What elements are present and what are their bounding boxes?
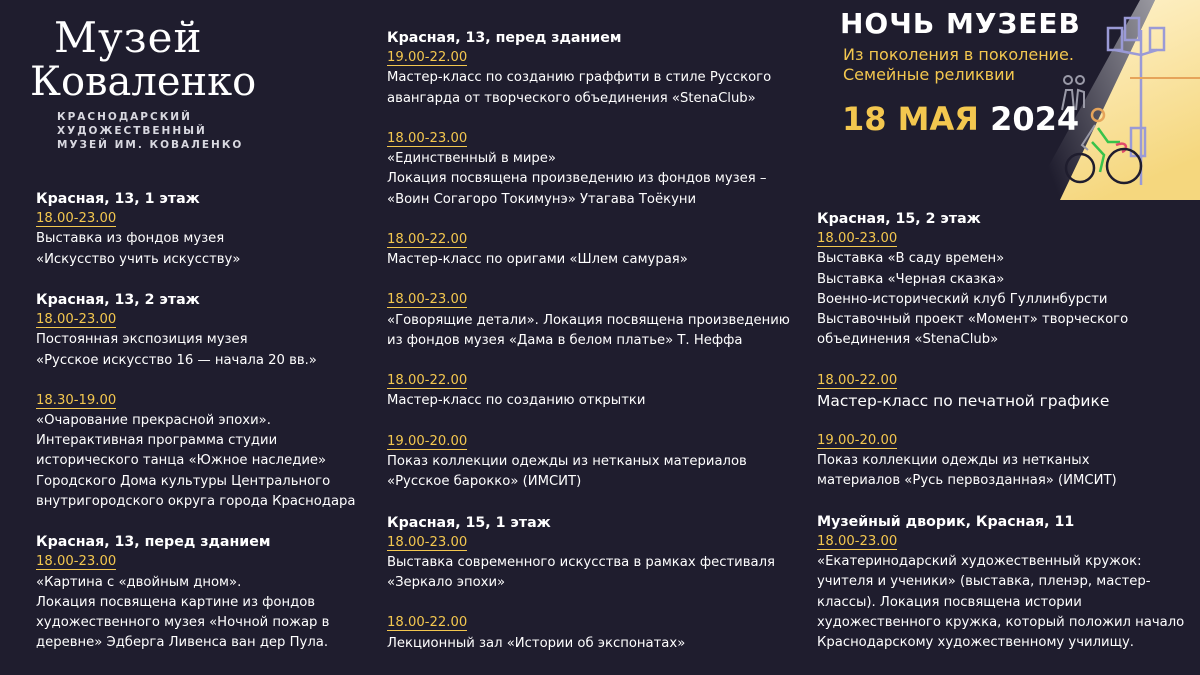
time-range-text: 19.00-20.00: [387, 433, 468, 449]
schedule-item: [36, 189, 356, 270]
description-line: «Говорящие детали». Локация посвящена произведению: [387, 312, 790, 328]
schedule-column-3: [817, 209, 1184, 653]
schedule-item: [817, 512, 1184, 653]
event-year: 2024: [990, 100, 1080, 138]
time-range-text: 18.00-23.00: [387, 130, 468, 146]
description-line: исторического танца «Южное наследие»: [36, 453, 327, 469]
time-range-text: 18.00-23.00: [387, 292, 468, 308]
spacer: [387, 593, 790, 613]
schedule-item: [36, 532, 356, 653]
time-range-text: 18.00-23.00: [36, 211, 117, 227]
spacer: [817, 492, 1184, 512]
description-line: Лекционный зал «Истории об экспонатах»: [387, 635, 686, 651]
description-line: «Искусство учить искусству»: [36, 251, 241, 267]
time-range: [387, 230, 790, 250]
description-line: Интерактивная программа студии: [36, 433, 278, 449]
schedule-column-2: [387, 28, 790, 654]
schedule-item: [387, 432, 790, 493]
logo-line-2: Коваленко: [30, 59, 257, 105]
description-line: Постоянная экспозиция музея: [36, 332, 248, 348]
time-range: [817, 431, 1184, 451]
description-line: Мастер-класс по оригами «Шлем самурая»: [387, 252, 688, 268]
description-line: деревне» Эдберга Ливенса ван дер Пула.: [36, 635, 329, 651]
event-subtitle-line: Семейные реликвии: [843, 65, 1015, 84]
time-range-text: 18.00-23.00: [817, 231, 898, 247]
time-range: [36, 552, 356, 572]
location-heading: Красная, 13, перед зданием: [36, 534, 271, 551]
time-range-text: 18.00-23.00: [36, 312, 117, 328]
description-line: учителя и ученики» (выставка, пленэр, мастер-: [817, 574, 1151, 590]
location-heading: Красная, 13, 1 этаж: [36, 191, 200, 207]
description-line: «Воин Согагоро Токимунэ» Утагава Тоёкуни: [387, 191, 697, 207]
description-line: Выставка современного искусства в рамках фестиваля: [387, 554, 775, 570]
time-range-text: 18.00-23.00: [387, 534, 468, 550]
schedule-column-1: [36, 189, 356, 653]
logo-subtitle: [57, 110, 243, 152]
schedule-item: [817, 371, 1184, 411]
time-range: [387, 432, 790, 452]
schedule-item: [817, 431, 1184, 492]
time-range-text: 18.00-22.00: [387, 231, 468, 247]
time-range: [387, 290, 790, 310]
schedule-item: [387, 230, 790, 270]
event-subtitle-line: Из поколения в поколение.: [843, 45, 1074, 64]
location-heading: Красная, 13, перед зданием: [387, 30, 622, 46]
spacer: [36, 512, 356, 532]
spacer: [387, 270, 790, 290]
spacer: [817, 411, 1184, 431]
location-heading: Красная, 15, 2 этаж: [817, 211, 981, 227]
time-range: [36, 209, 356, 229]
time-range-text: 18.00-22.00: [387, 615, 468, 631]
description-line: Мастер-класс по созданию открытки: [387, 393, 646, 409]
spacer: [387, 412, 790, 432]
time-range-text: 18.00-23.00: [36, 554, 117, 570]
time-range: [36, 310, 356, 330]
time-range: [817, 532, 1184, 552]
description-line: «Зеркало эпохи»: [387, 575, 506, 591]
logo-subtitle-line: МУЗЕЙ ИМ. КОВАЛЕНКО: [57, 139, 244, 151]
time-range: [387, 129, 790, 149]
schedule-item: [387, 129, 790, 210]
description-line: Краснодарскому художественному училищу.: [817, 634, 1135, 650]
time-range-text: 18.00-22.00: [817, 372, 898, 388]
location-heading: Музейный дворик, Красная, 11: [817, 513, 1075, 530]
schedule-item: [387, 28, 790, 109]
time-range-text: 18.00-22.00: [387, 373, 468, 389]
description-line: «Единственный в мире»: [387, 151, 556, 167]
time-range: [817, 371, 1184, 391]
schedule-item: [387, 371, 790, 411]
time-range-text: 19.00-22.00: [387, 50, 468, 66]
time-range-text: 19.00-20.00: [817, 433, 898, 449]
time-range-text: 18.00-23.00: [817, 534, 898, 549]
logo-subtitle-line: КРАСНОДАРСКИЙ: [57, 111, 192, 123]
description-line: художественного кружка, который положил начало: [817, 614, 1185, 630]
description-line: Локация посвящена картине из фондов: [36, 594, 316, 610]
schedule-item: [817, 209, 1184, 350]
spacer: [817, 350, 1184, 370]
description-line: «Очарование прекрасной эпохи».: [36, 413, 271, 429]
description-line: Показ коллекции одежды из нетканых: [817, 453, 1090, 469]
spacer: [36, 270, 356, 290]
description-line: Выставочный проект «Момент» творческого: [817, 311, 1129, 327]
time-range: [387, 371, 790, 391]
description-line: внутригородского округа города Краснодара: [36, 493, 356, 509]
event-subtitle: [843, 45, 1074, 85]
schedule-item: [387, 290, 790, 351]
description-line: Выставка «В саду времен»: [817, 251, 1005, 267]
description-line: Военно-исторический клуб Гуллинбурсти: [817, 291, 1108, 307]
time-range: [36, 391, 356, 411]
time-range: [387, 533, 790, 553]
spacer: [387, 351, 790, 371]
schedule-item: [36, 391, 356, 512]
description-line: художественного музея «Ночной пожар в: [36, 614, 330, 630]
schedule-item: [387, 513, 790, 594]
description-line: из фондов музея «Дама в белом платье» Т. Неффа: [387, 332, 743, 348]
time-range: [387, 613, 790, 633]
location-heading: Красная, 15, 1 этаж: [387, 514, 551, 531]
logo-line-1: Музей: [54, 13, 203, 62]
time-range-text: 18.30-19.00: [36, 392, 117, 408]
location-heading: Красная, 13, 2 этаж: [36, 291, 200, 308]
description-line: Локация посвящена произведению из фондов музея –: [387, 171, 767, 187]
description-line: авангарда от творческого объединения «StenaClub»: [387, 90, 756, 106]
description-line: «Русское барокко» (ИМСИТ): [387, 474, 582, 490]
logo-subtitle-line: ХУДОЖЕСТВЕННЫЙ: [57, 125, 207, 137]
description-line: Мастер-класс по печатной графике: [817, 391, 1110, 410]
spacer: [387, 109, 790, 129]
description-line: Городского Дома культуры Центрального: [36, 473, 331, 489]
description-line: «Русское искусство 16 — начала 20 вв.»: [36, 352, 317, 368]
time-range: [387, 48, 790, 68]
description-line: Выставка из фондов музея: [36, 231, 225, 247]
event-day-month: 18 МАЯ: [842, 100, 979, 138]
description-line: «Картина с «двойным дном».: [36, 574, 242, 590]
description-line: «Екатеринодарский художественный кружок:: [817, 554, 1142, 570]
event-date: [842, 98, 1079, 140]
schedule-item: [387, 613, 790, 653]
description-line: классы). Локация посвящена истории: [817, 594, 1082, 610]
description-line: Выставка «Черная сказка»: [817, 271, 1005, 287]
time-range: [817, 229, 1184, 249]
description-line: Показ коллекции одежды из нетканых материалов: [387, 453, 747, 469]
description-line: материалов «Русь первозданная» (ИМСИТ): [817, 473, 1117, 489]
description-line: объединения «StenaClub»: [817, 332, 999, 348]
spacer: [36, 371, 356, 391]
event-title: НОЧЬ МУЗЕЕВ: [840, 7, 1081, 40]
description-line: Мастер-класс по созданию граффити в стиле Русского: [387, 70, 772, 86]
schedule-item: [36, 290, 356, 371]
spacer: [387, 492, 790, 512]
spacer: [387, 210, 790, 230]
